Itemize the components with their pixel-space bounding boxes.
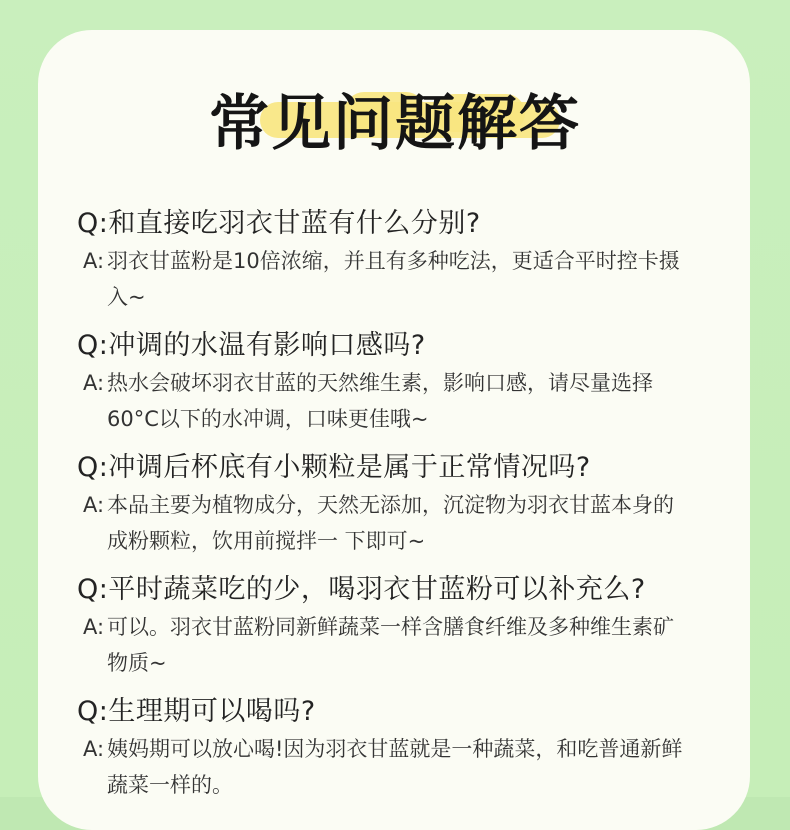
title-area [0, 82, 790, 172]
answer-prefix: A: [83, 371, 105, 395]
answer [83, 365, 727, 437]
question [77, 693, 727, 731]
page-title: 常见问题解答 [209, 89, 581, 159]
answer [83, 487, 727, 559]
question [77, 449, 727, 487]
question-prefix: Q: [77, 696, 109, 727]
answer-prefix: A: [83, 737, 105, 761]
answer-prefix: A: [83, 493, 105, 517]
answer-prefix: A: [83, 249, 105, 273]
question-text: 冲调的水温有影响口感吗? [108, 330, 426, 361]
question-prefix: Q: [77, 574, 109, 605]
question-text: 和直接吃羽衣甘蓝有什么分别? [108, 208, 481, 239]
faq-list [77, 205, 727, 815]
faq-item [77, 693, 727, 803]
answer-text: 可以。羽衣甘蓝粉同新鲜蔬菜一样含膳食纤维及多种维生素矿物质~ [107, 615, 674, 675]
question-prefix: Q: [77, 208, 109, 239]
answer [83, 609, 727, 681]
question-text: 冲调后杯底有小颗粒是属于正常情况吗? [108, 452, 591, 483]
question-text: 平时蔬菜吃的少，喝羽衣甘蓝粉可以补充么? [108, 574, 646, 605]
answer-text: 本品主要为植物成分，天然无添加，沉淀物为羽衣甘蓝本身的成粉颗粒，饮用前搅拌一 下即可~ [107, 493, 674, 553]
faq-item [77, 327, 727, 437]
question-prefix: Q: [77, 452, 109, 483]
answer [83, 731, 727, 803]
faq-item [77, 571, 727, 681]
answer-text: 姨妈期可以放心喝!因为羽衣甘蓝就是一种蔬菜，和吃普通新鲜蔬菜一样的。 [107, 737, 683, 797]
faq-item [77, 449, 727, 559]
question [77, 327, 727, 365]
question [77, 571, 727, 609]
faq-item [77, 205, 727, 315]
question-text: 生理期可以喝吗? [108, 696, 316, 727]
answer-prefix: A: [83, 615, 105, 639]
question [77, 205, 727, 243]
answer-text: 热水会破坏羽衣甘蓝的天然维生素，影响口感，请尽量选择60°C以下的水冲调，口味更佳哦~ [107, 371, 653, 431]
answer [83, 243, 727, 315]
question-prefix: Q: [77, 330, 109, 361]
answer-text: 羽衣甘蓝粉是10倍浓缩，并且有多种吃法，更适合平时控卡摄入~ [107, 249, 680, 309]
